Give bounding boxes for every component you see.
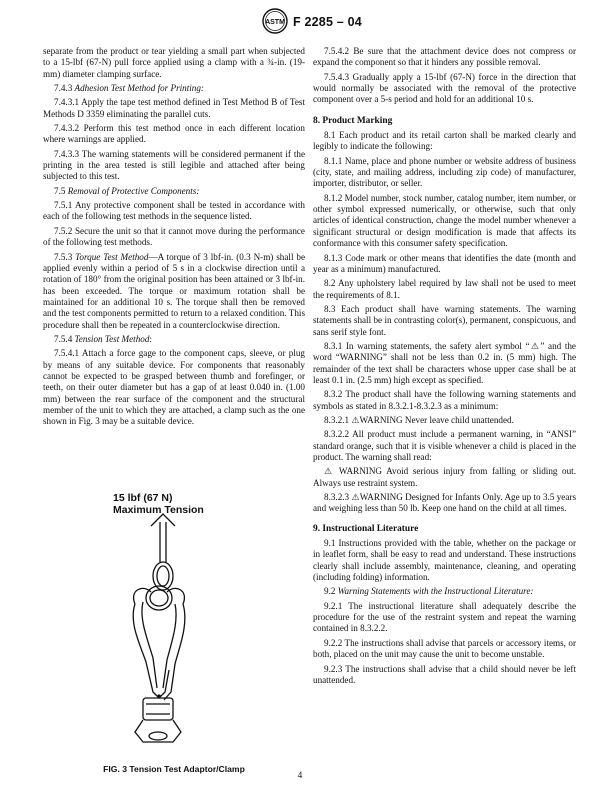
paragraph: 8.3.2.1 ⚠WARNING Never leave child unattended. [324,414,514,425]
paragraph: 9.2.3 The instructions shall advise that a child should never be left unattended. [313,663,576,685]
figure-caption: FIG. 3 Tension Test Adaptor/Clamp [103,764,245,774]
astm-logo-icon [262,8,288,34]
paragraph: ⚠ WARNING Avoid serious injury from falling or sliding out. Always use restraint system. [313,466,576,488]
paragraph: 7.5.4 Tension Test Method: [54,333,152,344]
paragraph: 9.2.1 The instructional literature shall adequately describe the procedure for the use of the restraint system and repeat the warning contained in 8.3.2.2. [313,600,576,634]
left-column [43,46,305,431]
paragraph: 7.4.3 Adhesion Test Method for Printing: [54,83,204,94]
paragraph: 8.3 Each product shall have warning statements. The warning statements shall be in contrasting color(s), permanent, conspicuous, and sans serif style font. [313,303,576,337]
paragraph: 7.5.4.1 Attach a force gage to the component caps, sleeve, or plug by means of any suitable device. For components that reasonably cannot be expected to be grasped between thumb and forefinger, or teeth, on their outer diameter but has a gap of at least 0.040 in. (1.00 mm) between the rear surface of the component and the structural member of the unit to which they are attached, a clamp such as the one shown in Fig. 3 may be a suitable device. [43,348,305,427]
paragraph: 7.5 Removal of Protective Components: [54,185,200,196]
paragraph: 7.5.4.2 Be sure that the attachment device does not compress or expand the component so that it hinders any possible removal. [313,46,576,68]
paragraph: 8.3.2.3 ⚠WARNING Designed for Infants Only. Age up to 3.5 years and weighing less than 50 lb. Keep one hand on the child at all times. [313,492,576,514]
paragraph: 7.4.3.1 Apply the tape test method defined in Test Method B of Test Methods D 3359 eliminating the parallel cuts. [43,97,305,119]
paragraph: separate from the product or tear yielding a small part when subjected to a 15-lbf (67-N) pull force applied using a clamp with a ¾-in. (19-mm) diameter clamping surface. [43,46,305,79]
paragraph: 7.5.3 Torque Test Method—A torque of 3 lbf-in. (0.3 N-m) shall be applied evenly within a period of 5 s in a clockwise direction until a rotation of 180° from the original position has been attained or 3 lbf-in. has been exceeded. The torque or maximum rotation shall be maintained for an additional 10 s. The torque shall then be removed and the test components permitted to return to a relaxed condition. This procedure shall then be repeated in a counterclockwise direction. [43,251,306,330]
paragraph: 8.3.1 In warning statements, the safety alert symbol “⚠” and the word “WARNING” shall not be less than 0.2 in. (5 mm) high. The remainder of the text shall be characters whose upper case shall be at least 0.1 in. (2.5 mm) high except as specified. [313,340,576,385]
section-heading-9: 9. Instructional Literature [313,523,419,534]
section-heading-8: 8. Product Marking [313,115,393,126]
paragraph: 8.3.2.2 All product must include a permanent warning, in “ANSI” standard orange, such that it is visible whenever a child is placed in the product. The warning shall read: [313,429,576,462]
paragraph: 8.1 Each product and its retail carton shall be marked clearly and legibly to indicate the following: [313,130,576,152]
paragraph: 8.1.2 Model number, stock number, catalog number, item number, or other symbol expressed numerically, or otherwise, such that only articles of identical construction, change the model number whenever a significant structural or design modification is made that affects its conformance with this consumer safety specification. [313,192,576,249]
paragraph: 9.2.2 The instructions shall advise that parcels or accessory items, or both, placed on the unit may cause the unit to become unstable. [313,637,576,660]
right-column [313,46,576,689]
figure-3 [43,492,305,772]
tension-clamp-drawing [43,492,305,762]
paragraph: 9.2 Warning Statements with the Instructional Literature: [324,586,534,597]
page-number: 4 [297,770,303,780]
paragraph: 7.5.2 Secure the unit so that it cannot move during the performance of the following test methods. [43,225,305,248]
paragraph: 8.2 Any upholstery label required by law shall not be used to meet the requirements of 8.1. [313,278,576,300]
paragraph: 7.5.4.3 Gradually apply a 15-lbf (67-N) force in the direction that would normally be associated with the removal of the protective component over a 5-s period and hold for an additional 10 s. [313,71,576,105]
paragraph: 8.1.3 Code mark or other means that identifies the date (month and year as a minimum) manufactured. [313,252,576,274]
paragraph: 9.1 Instructions provided with the table, whether on the package or in leaflet form, shall be easy to read and understand. These instructions clearly shall include assembly, maintenance, cleaning, and operating (including folding) information. [313,538,576,583]
page-header [0,6,600,40]
svg-text:ASTM: ASTM [265,19,285,26]
paragraph: 8.3.2 The product shall have the following warning statements and symbols as stated in 8.3.2.1-8.3.2.3 as a minimum: [313,389,576,411]
paragraph: 8.1.1 Name, place and phone number or website address of business (city, state, and mailing address, including zip code) of manufacturer, importer, distributor, or seller. [313,155,576,189]
figure-force-label: 15 lbf (67 N) Maximum Tension [113,492,204,516]
paragraph: 7.4.3.3 The warning statements will be considered permanent if the printing in the area tested is still legible and attached after being subjected to this test. [43,148,305,182]
paragraph: 7.4.3.2 Perform this test method once in each different location where warnings are applied. [43,123,305,145]
paragraph: 7.5.1 Any protective component shall be tested in accordance with each of the following test methods in the sequence listed. [43,200,305,222]
document-designation: F 2285 – 04 [293,15,362,29]
